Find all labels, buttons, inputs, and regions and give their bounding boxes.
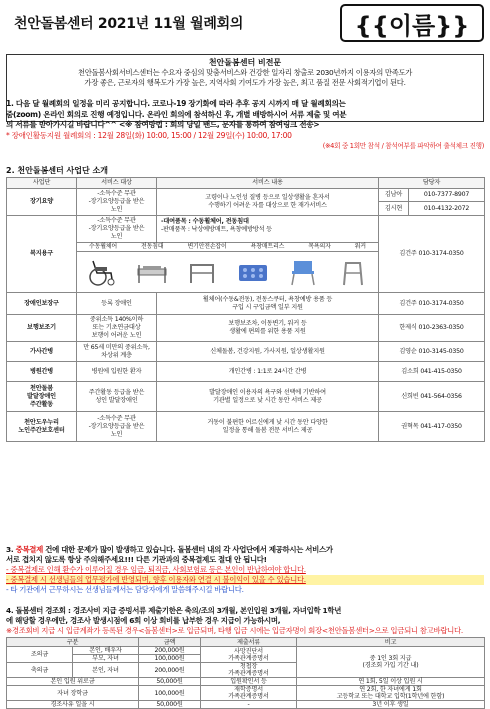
item-labels: [77, 243, 378, 252]
row-name: 천안돌봄 발달장애인 주간활동: [7, 382, 77, 412]
table-row: [7, 315, 485, 342]
mattress-image: [236, 257, 270, 287]
cell-subcategory: 부모, 자녀: [73, 655, 139, 663]
vision-line-1: 천안돌봄사회서비스센터는 수요자 중심의 맞춤서비스와 건강한 일자리 창출로 2030년까지 이용자의 만족도가: [77, 68, 413, 77]
cell-category: 조의금: [7, 647, 73, 663]
section-4-line-1: 4. 돌봄센터 경조회 : 경조사비 지급 증빙서류 제출기한은 축의/조의 3개월, 본인입원 3개월, 자녀입학 1학년: [6, 606, 342, 615]
section-1-line-2: 줌(zoom) 온라인 회의로 진행 예정입니다. 온라인 회의에 참석하신 후, 개별 배방하시어 서류 제출 및 여분: [6, 109, 347, 119]
bed-image: [135, 257, 169, 287]
cell-documents: 재학증명서 가족관계증명서: [201, 686, 297, 701]
table-row: [7, 701, 485, 709]
section-2-title: 2. 천안돌봄센터 사업단 소개: [6, 166, 108, 175]
item-label-toilet-rail: 변기안전손잡이: [187, 243, 227, 250]
cell-category: 경조사유 일을 시: [7, 701, 139, 709]
th-remarks: 비고: [297, 638, 485, 647]
th-amount: 금액: [139, 638, 201, 647]
cell-remarks: 연 2회, 한 자녀에게 1회 고등학교 또는 대학교 입학(1학년에 한함): [297, 686, 485, 701]
row-content: 거동이 불편한 어르신에게 낮 시간 동안 다양한 일정을 통해 돌봄 전문 서비스 제공: [157, 412, 379, 442]
table-row: [7, 678, 485, 686]
row-target: 중위소득 140%이하 또는 기초연금대상 보행이 어려운 노인: [77, 315, 157, 342]
cell-amount: 200,000원: [139, 647, 201, 655]
page-title: 천안돌봄센터 2021년 11월 월례회의: [14, 16, 244, 32]
cell-amount: 100,000원: [139, 655, 201, 663]
section-3-bullet-3: - 타 기관에서 근무하시는 선생님들께서는 담당자에게 말씀해주시길 바랍니다.: [6, 585, 244, 594]
th-business: 사업단: [7, 178, 77, 189]
table-row: [7, 412, 485, 442]
staff-name: 김시현: [379, 202, 409, 216]
attendance-note: (※4회 중 1회만 참석 / 참석여부를 파악하여 출석체크 진행): [322, 142, 484, 150]
walker-image: [336, 257, 370, 287]
row-content: 휠체어(수동&전동), 전동스쿠터, 욕창예방 용품 등 구입 시 구입금액 일부 지원: [157, 293, 379, 315]
item-label-wheelchair: 수동휠체어: [89, 243, 117, 250]
cell-subcategory: 본인, 배우자: [73, 647, 139, 655]
row-staff: 김건주 010-3174-0350: [379, 216, 485, 293]
table-header-row: [7, 178, 485, 189]
name-placeholder: {{이름}}: [340, 4, 484, 42]
wheelchair-image: [85, 257, 119, 287]
cell-category: 축의금: [7, 663, 73, 678]
section-3-line-1: [6, 545, 484, 555]
th-category: 구분: [7, 638, 139, 647]
item-label-bath-chair: 목욕의자: [308, 243, 331, 250]
row-staff: 신희빈 041-564-0356: [379, 382, 485, 412]
section-3-bullet-1: - 중복결제로 인해 환수가 이루어질 경우 임금, 퇴직금, 사회보험료 등은 본인이 반납하여야 합니다.: [6, 565, 306, 574]
staff-phone: 010-4132-2072: [409, 202, 485, 216]
row-content: 보행보조차, 이동변기, 워커 등 생활에 편의를 위한 용품 지원: [157, 315, 379, 342]
table-row: [7, 686, 485, 701]
table-row: [7, 342, 485, 362]
table-header-row: [7, 638, 485, 647]
table-row: [7, 382, 485, 412]
row-content: 개인간병 : 1:1로 24시간 간병: [157, 362, 379, 382]
section-4-line-2: 에 해당할 경우에만, 경조사 발생시점에 6회 이상 회비를 납부한 경우 지급이 가능하시며,: [6, 616, 281, 625]
item-pictures: [77, 252, 378, 292]
table-row: [7, 216, 485, 293]
services-table: [6, 177, 485, 442]
table-row: [7, 362, 485, 382]
duplicate-payment-term: 중복결제: [15, 545, 43, 554]
cell-remarks: 연 1회, 5일 이상 입원 시: [297, 678, 485, 686]
row-name: 복지용구: [7, 216, 77, 293]
section-3-line-2: 서로 겹치지 않도록 항상 주의해주세요!!! 다른 기관과의 중복결제도 절대 안 됩니다!: [6, 555, 267, 564]
th-staff: 담당자: [379, 178, 485, 189]
section-1: [6, 99, 484, 152]
row-name: 병원간병: [7, 362, 77, 382]
section-4-note: ※경조회비 지급 시 입금계좌가 등록된 경우<돌봄센터>로 입금되며, 타행 입금 시에는 입금자명이 회장<천안돌봄센터>으로 입금되니 참고바랍니다.: [6, 626, 463, 635]
row-name: 보행보조기: [7, 315, 77, 342]
rental-items: -대여품목 : 수동휠체어, 전동침대: [161, 218, 249, 225]
table-row: [7, 189, 485, 202]
row-name: 장애인보장구: [7, 293, 77, 315]
row-content: 신체돌봄, 건강지원, 가사지원, 일상생활지원: [157, 342, 379, 362]
item-label-mattress: 욕창매트리스: [250, 243, 285, 250]
item-label-bed: 전동침대: [141, 243, 164, 250]
row-staff: 권혁목 041-417-0350: [379, 412, 485, 442]
bath-chair-image: [286, 257, 320, 287]
welfare-equipment-cell: [77, 216, 379, 293]
th-target: 서비스 대상: [77, 178, 157, 189]
cell-amount: 100,000원: [139, 686, 201, 701]
cell-amount: 200,000원: [139, 663, 201, 678]
section-3: [6, 545, 484, 595]
th-content: 서비스 내용: [157, 178, 379, 189]
welfare-content: [157, 216, 378, 242]
staff-name: 김남아: [379, 189, 409, 202]
section-4: [6, 606, 484, 636]
row-staff: 김영순 010-3145-0350: [379, 342, 485, 362]
cell-documents: 사망진단서 가족관계증명서: [201, 647, 297, 663]
meeting-schedule-note: * 장애인활동지원 월례회의 : 12월 28일(화) 10:00, 15:00 / 12월 29일(수) 10:00, 17:00: [6, 130, 292, 140]
row-staff: 한제식 010-2363-0350: [379, 315, 485, 342]
row-name: 장기요양: [7, 189, 77, 216]
vision-title: 천안돌봄센터 비전문: [208, 58, 282, 67]
row-staff: 김건주 010-3174-0350: [379, 293, 485, 315]
cell-remarks: 3년 이후 생일: [297, 701, 485, 709]
row-target: -소득수준 무관 -장기요양등급을 받은 노인: [77, 216, 157, 242]
item-label-walker: 워커: [354, 243, 366, 250]
th-documents: 제출서류: [201, 638, 297, 647]
row-target: -소득수준 무관 -장기요양등급을 받은 노인: [77, 189, 157, 216]
row-name: 가사간병: [7, 342, 77, 362]
cell-documents: 입원확인서 등: [201, 678, 297, 686]
table-row: [7, 647, 485, 655]
row-staff: 김소희 041-415-0350: [379, 362, 485, 382]
toilet-rail-image: [185, 257, 219, 287]
row-name: 천안도우누리 노인주간보호센터: [7, 412, 77, 442]
section-3-bullet-2: - 중복결제 시 선생님들의 업무평가에 반영되며, 향후 이용자와 연결 시 불이익이 있을 수 있습니다.: [6, 575, 484, 585]
condolence-fund-table: [6, 637, 485, 709]
section-3-line-1-rest: 건에 대한 문제가 많이 발생하고 있습니다. 돌봄센터 내의 각 사업단에서 제공하시는 서비스가: [42, 545, 333, 554]
cell-amount: 50,000원: [139, 701, 201, 709]
row-target: 만 65세 미만의 중위소득, 차상위 계층: [77, 342, 157, 362]
cell-documents: 청첩장 가족관계증명서: [201, 663, 297, 678]
cell-category: 본인 입원 위로금: [7, 678, 139, 686]
cell-documents: -: [201, 701, 297, 709]
sale-items: -판매품목 : 낙상예방매트, 욕창예방방석 등: [161, 226, 272, 233]
cell-subcategory: 본인, 자녀: [73, 663, 139, 678]
row-target: 등록 장애인: [77, 293, 157, 315]
row-target: 병원에 입원한 환자: [77, 362, 157, 382]
row-content: 발달장애인 이용자의 욕구와 선택에 기반하여 기관별 일정으로 낮 시간 동안 서비스 제공: [157, 382, 379, 412]
table-row: [7, 293, 485, 315]
staff-phone: 010-7377-8907: [409, 189, 485, 202]
cell-category: 자녀 장학금: [7, 686, 139, 701]
row-target: -소득수준 무관 -장기요양등급을 받은 노인: [77, 412, 157, 442]
section-1-line-3: 의 서류를 받아가시길 바랍니다^^ <※ 참여방법 : 회의 당일 밴드, 문자를 통하여 참여링크 전송>: [6, 120, 320, 129]
vision-line-2: 가장 좋은, 근로자의 행복도가 가장 높은, 지역사회 기여도가 가장 높은, 최고 품질 전문 사회적기업이 된다.: [84, 78, 406, 88]
header: [6, 4, 484, 42]
cell-remarks: 중 1인 3회 지급 (경조회 가입 기간 내): [297, 647, 485, 678]
section-1-heading: 1. 다음 달 월례회의 일정을 미리 공지합니다. 코로나-19 장기화에 따라 추후 공지 시까지 매 달 월례회의는: [6, 99, 346, 108]
section-3-num: 3.: [6, 545, 16, 554]
row-target: 주간활동 등급을 받은 성인 발달장애인: [77, 382, 157, 412]
cell-amount: 50,000원: [139, 678, 201, 686]
row-content: 고령이나 노인성 질병 등으로 일상생활을 혼자서 수행하기 어려운 자를 대상으로 한 재가서비스: [157, 189, 379, 216]
